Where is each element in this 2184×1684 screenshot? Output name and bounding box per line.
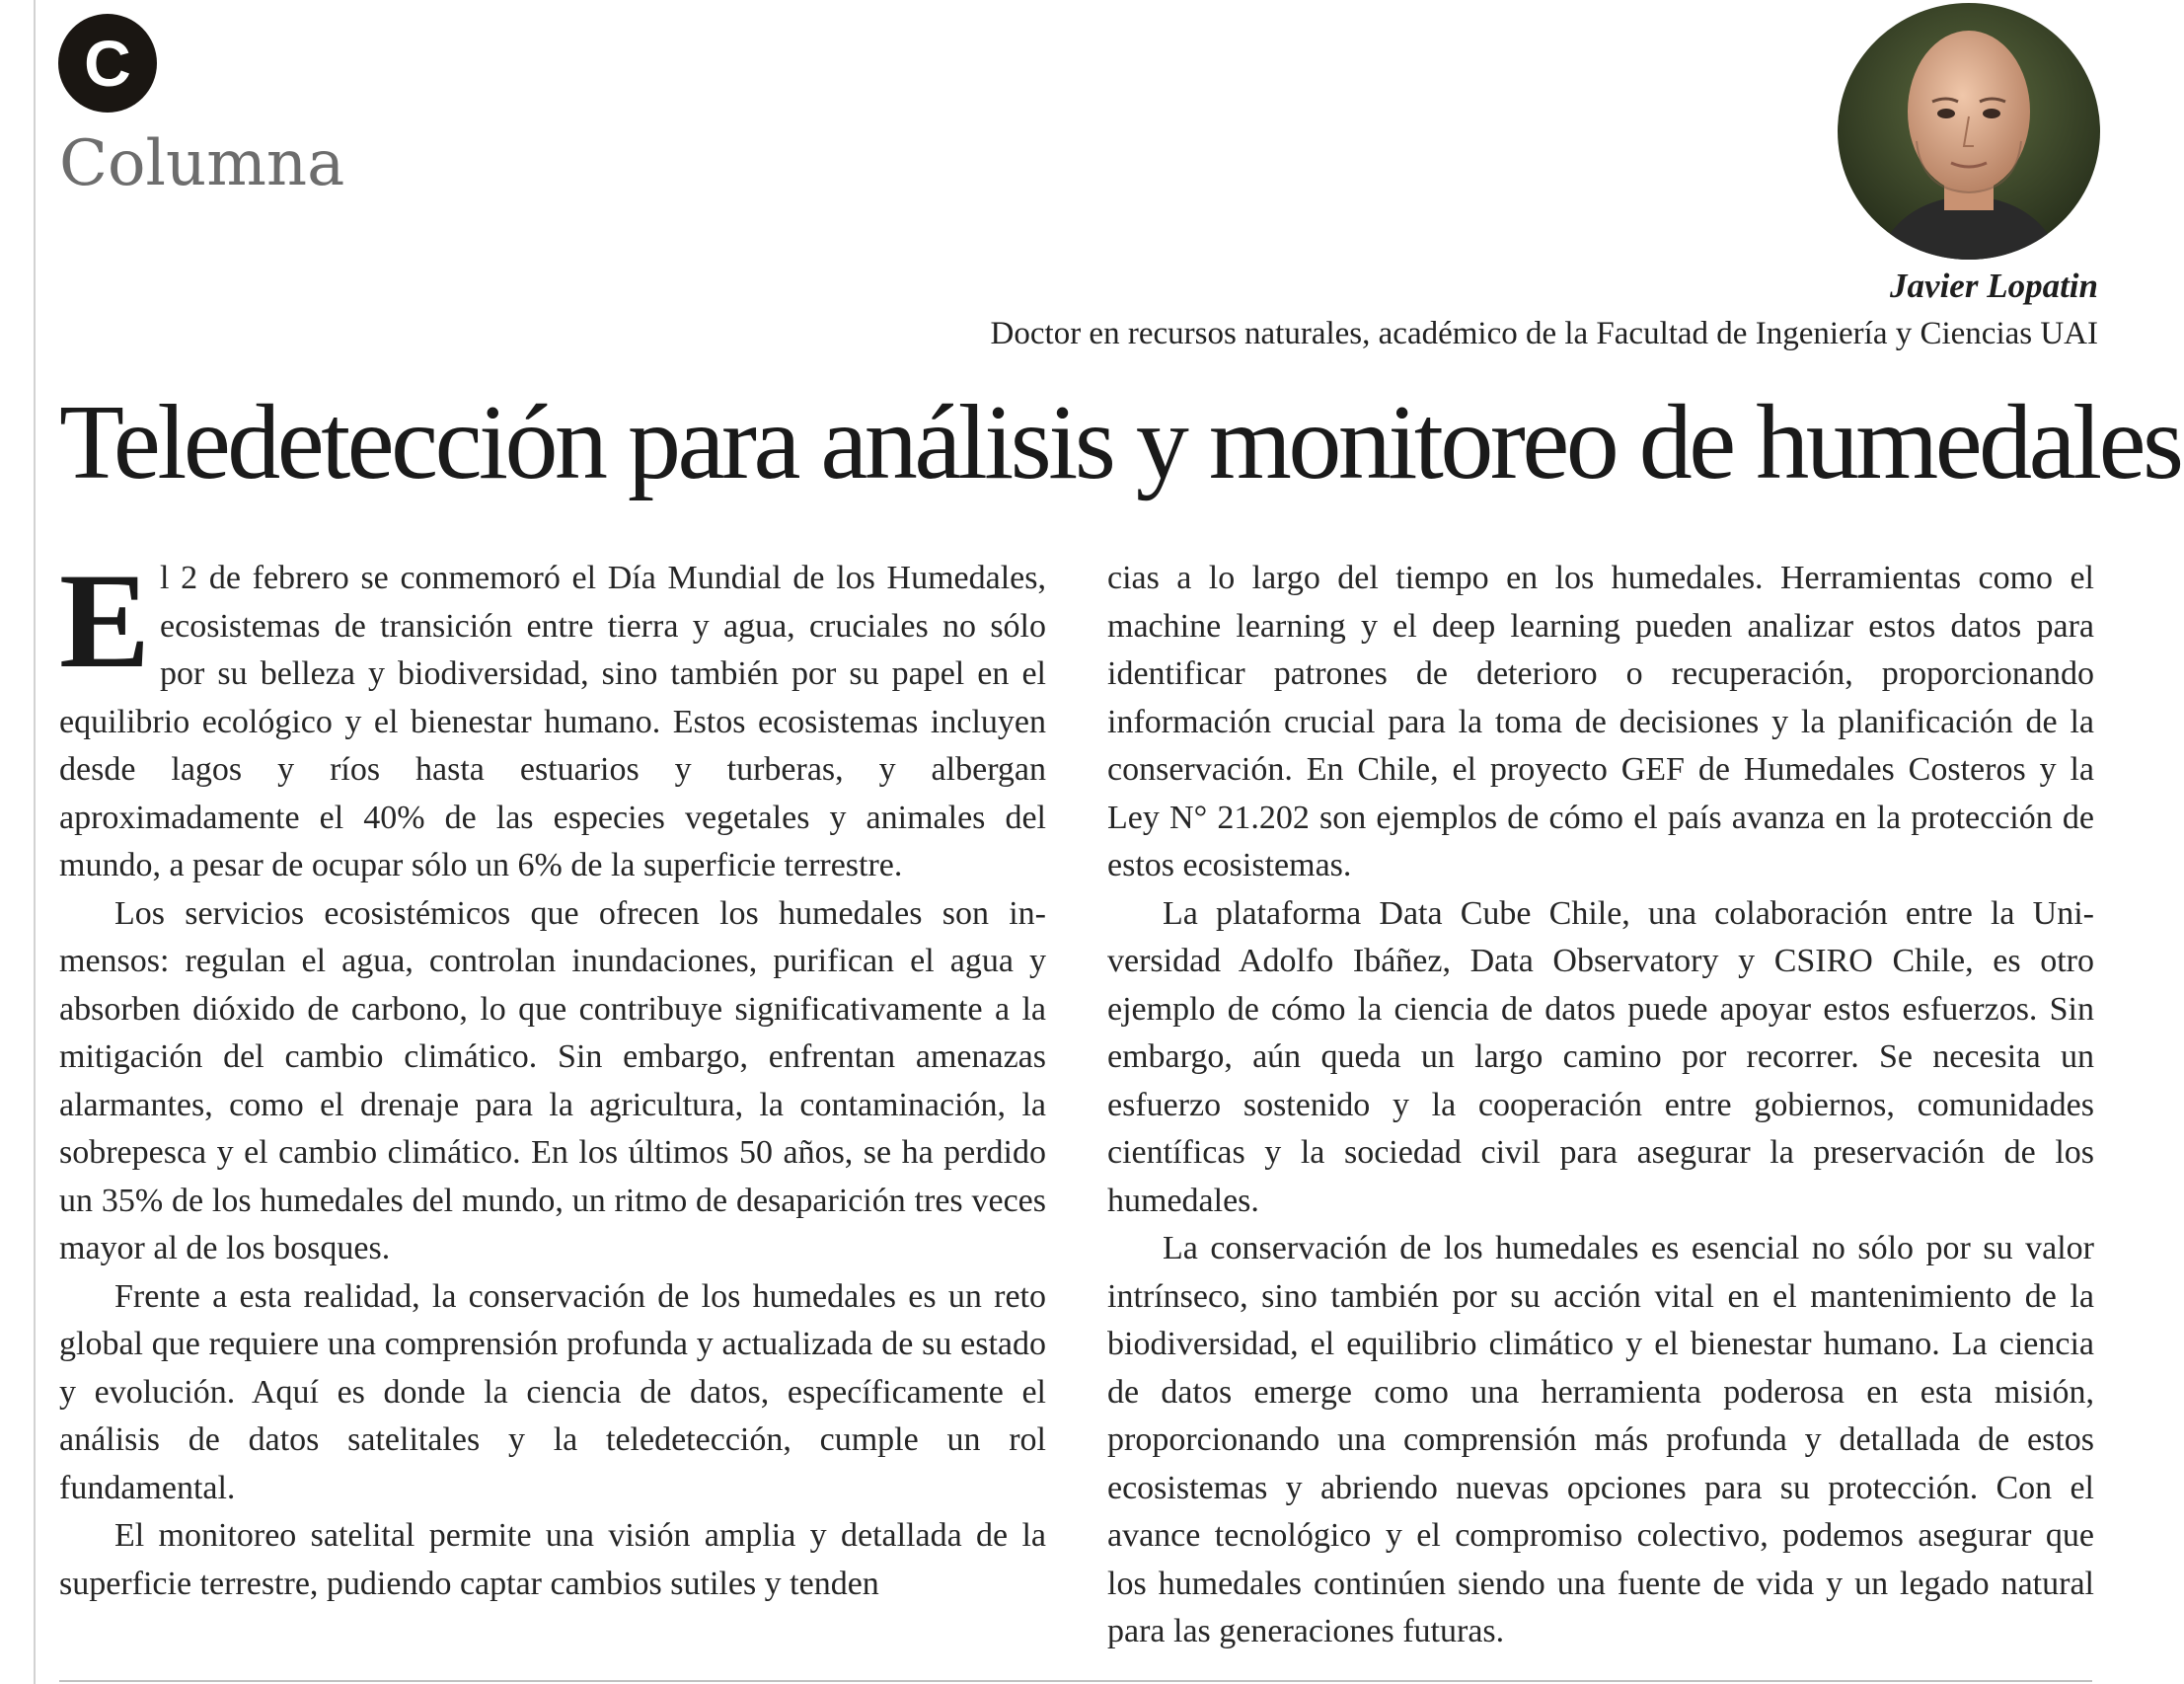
author-name: Javier Lopatin [1890,267,2098,305]
bottom-rule [59,1680,2092,1682]
article-left-column [59,545,1046,1608]
author-photo [1838,3,2100,260]
paragraph: El monitoreo satelital permite una visión amplia y detallada de la superficie terrestre, pudiendo captar cambios sutiles y tenden [59,1517,1046,1602]
author-portrait-icon [1838,3,2100,260]
page-margin-rule [34,0,36,1684]
article-right-column [1107,555,2094,1656]
article-headline: Teledetección para análisis y monitoreo de humedales [59,384,2181,501]
paragraph: Los servicios ecosistémicos que ofrecen los humedales son inmensos: regulan el agua, controlan inundaciones, purifican el agua y absorben dióxido de carbono, lo que contribuye significativamente a la mitigación del cambio climático. Sin embargo, enfrentan amenazas alarmantes, como el drenaje para la agricultura, la contaminación, la sobrepesca y el cambio climático. En los últimos 50 años, se ha perdido un 35% de los humedales del mundo, un ritmo de desaparición tres veces mayor al de los bosques. [59,894,1046,1266]
logo-letter: C [84,27,131,100]
paragraph-text: l 2 de febrero se conmemoró el Día Mundial de los Humedales, ecosistemas de transición entre tierra y agua, cruciales no sólo por su belleza y biodiversidad, sino también por su papel en el equilibrio ecológico y el bienestar humano. Estos ecosistemas incluyen desde lagos y ríos hasta estuarios y turberas, y albergan aproximadamente el 40% de las especies vegetales y animales del mundo, a pesar de ocupar sólo un 6% de la superficie terrestre. [59,560,1046,883]
paragraph: La plataforma Data Cube Chile, una colaboración entre la Universidad Adolfo Ibáñez, Data Observatory y CSIRO Chile, es otro ejemplo de cómo la ciencia de datos puede apoyar estos esfuerzos. Sin embargo, aún queda un largo camino por recorrer. Se necesita un esfuerzo sostenido y la cooperación entre gobiernos, comunidades científicas y la sociedad civil para asegurar la preservación de los humedales. [1107,894,2094,1219]
author-role: Doctor en recursos naturales, académico de la Facultad de Ingeniería y Ciencias UAI [990,316,2098,351]
section-label: Columna [59,127,345,200]
drop-cap: E [59,545,151,696]
paragraph: La conservación de los humedales es esencial no sólo por su valor intrínseco, sino también por su acción vital en el mantenimiento de la biodiversidad, el equilibrio climático y el bienestar humano. La ciencia de datos emerge como una herramienta poderosa en esta misión, proporcionando una comprensión más profunda y detallada de estos ecosistemas y abriendo nuevas opciones para su protección. Con el avance tecnológico y el compromiso colectivo, podemos asegurar que los humedales continúen siendo una fuente de vida y un legado natural para las generaciones futuras. [1107,1230,2094,1649]
paragraph [59,545,1046,890]
paragraph: Frente a esta realidad, la conservación de los humedales es un reto global que requiere una comprensión profunda y actualizada de su estado y evolución. Aquí es donde la ciencia de datos, específicamente el análisis de datos satelitales y la teledetección, cumple un rol fundamental. [59,1277,1046,1506]
column-logo [58,14,157,113]
paragraph: cias a lo largo del tiempo en los humedales. Herramientas como el machine learning y el deep learning pueden analizar estos datos para identificar patrones de deterioro o recuperación, proporcionando información crucial para la toma de decisiones y la planificación de la conservación. En Chile, el proyecto GEF de Humedales Costeros y la Ley N° 21.202 son ejemplos de cómo el país avanza en la protección de estos ecosistemas. [1107,560,2094,883]
